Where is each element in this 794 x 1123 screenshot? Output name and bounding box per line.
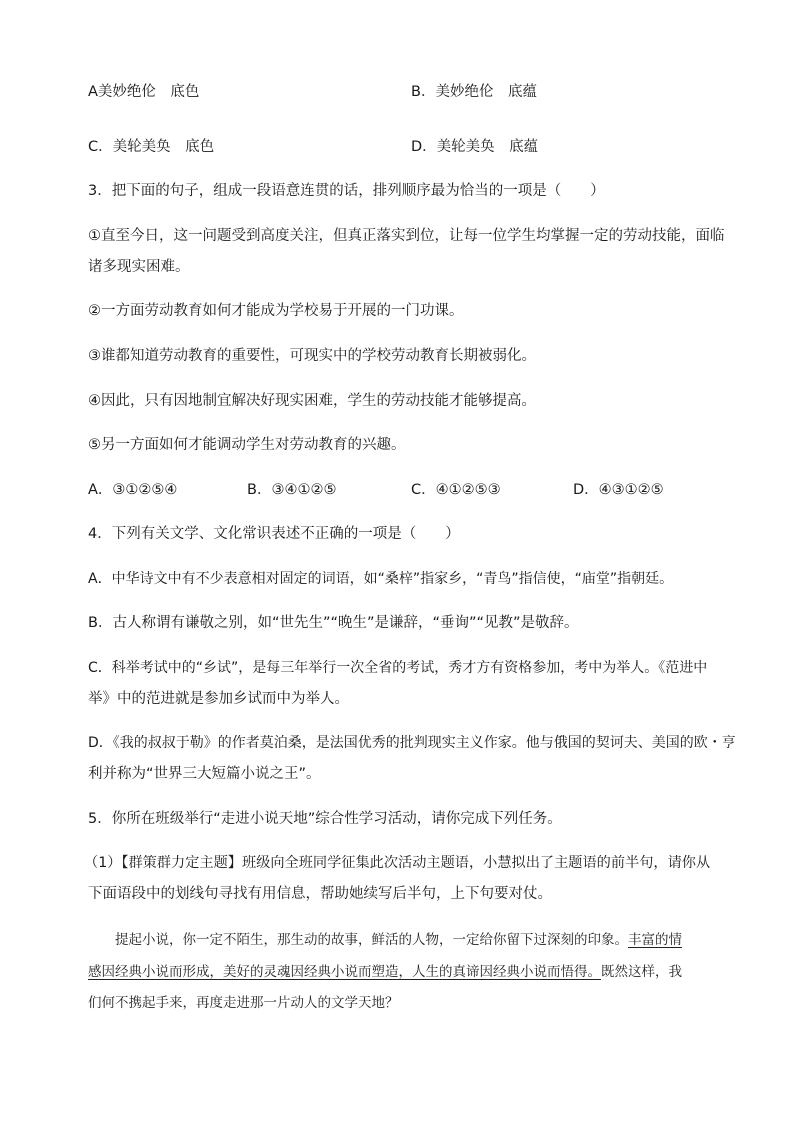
- passage-line-1-text: 提起小说，你一定不陌生，那生动的故事，鲜活的人物，一定给你留下过深刻的印象。: [115, 932, 628, 948]
- q3-stem: 3．把下面的句子，组成一段语意连贯的话，排列顺序最为恰当的一项是（ ）: [88, 183, 605, 199]
- q3-sentence-1-line-1: ①直至今日，这一问题受到高度关注，但真正落实到位，让每一位学生均掌握一定的劳动技能，面临: [88, 228, 725, 244]
- q5-sub1-line-2: 下面语段中的划线句寻找有用信息，帮助她续写后半句，上下句要对仗。: [88, 886, 552, 902]
- q4-option-a: A．中华诗文中有不少表意相对固定的词语，如“桑梓”指家乡，“青鸟”指信使，“庙堂”指朝廷。: [88, 571, 674, 587]
- q3-sentence-1-line-2: 诸多现实困难。: [88, 259, 190, 275]
- passage-underlined-sentence: 感因经典小说而形成，美好的灵魂因经典小说而塑造，人生的真谛因经典小说而悟得。: [88, 964, 601, 980]
- q3-sentence-2: ②一方面劳动教育如何才能成为学校易于开展的一门功课。: [88, 303, 464, 319]
- passage-line-2-text: 既然这样，我: [601, 964, 682, 980]
- q4-option-b: B．古人称谓有谦敬之别，如“世先生”“晚生”是谦辞，“垂询”“见教”是敬辞。: [88, 615, 579, 631]
- q2-option-c: C．美轮美奂 底色: [88, 139, 215, 155]
- q3-option-a: A．③①②⑤④: [88, 482, 178, 498]
- q3-option-d: D．④③①②⑤: [573, 482, 664, 498]
- q4-option-d-line-2: 利并称为“世界三大短篇小说之王”。: [88, 766, 321, 782]
- passage-line-2: [88, 962, 728, 982]
- q3-sentence-3: ③谁都知道劳动教育的重要性，可现实中的学校劳动教育长期被弱化。: [88, 348, 536, 364]
- q4-option-c-line-2: 举》中的范进就是参加乡试而中为举人。: [88, 691, 349, 707]
- q3-option-c: C．④①②⑤③: [411, 482, 501, 498]
- q5-sub1-line-1: （1）【群策群力定主题】班级向全班同学征集此次活动主题语，小慧拟出了主题语的前半句，请你从: [84, 855, 711, 871]
- passage-line-1: [88, 930, 728, 950]
- q3-sentence-5: ⑤另一方面如何才能调动学生对劳动教育的兴趣。: [88, 437, 406, 453]
- q2-option-a: A美妙绝伦 底色: [88, 84, 200, 100]
- q4-stem: 4．下列有关文学、文化常识表述不正确的一项是（ ）: [88, 526, 460, 542]
- q4-option-d-line-1: D．《我的叔叔于勒》的作者莫泊桑，是法国优秀的批判现实主义作家。他与俄国的契诃夫、美国的欧・亨: [88, 735, 736, 751]
- q4-option-c-line-1: C．科举考试中的“乡试”，是每三年举行一次全省的考试，秀才方有资格参加，考中为举人。《范进中: [88, 660, 708, 676]
- passage-underlined-start: 丰富的情: [628, 932, 682, 948]
- q2-option-d: D．美轮美奂 底蕴: [411, 139, 539, 155]
- q2-option-b: B．美妙绝伦 底蕴: [411, 84, 537, 100]
- q3-option-b: B．③④①②⑤: [247, 482, 337, 498]
- q5-stem: 5．你所在班级举行“走进小说天地”综合性学习活动，请你完成下列任务。: [88, 811, 562, 827]
- q3-sentence-4: ④因此，只有因地制宜解决好现实困难，学生的劳动技能才能够提高。: [88, 393, 536, 409]
- passage-line-3: 们何不携起手来，再度走进那一片动人的文学天地？: [88, 995, 399, 1011]
